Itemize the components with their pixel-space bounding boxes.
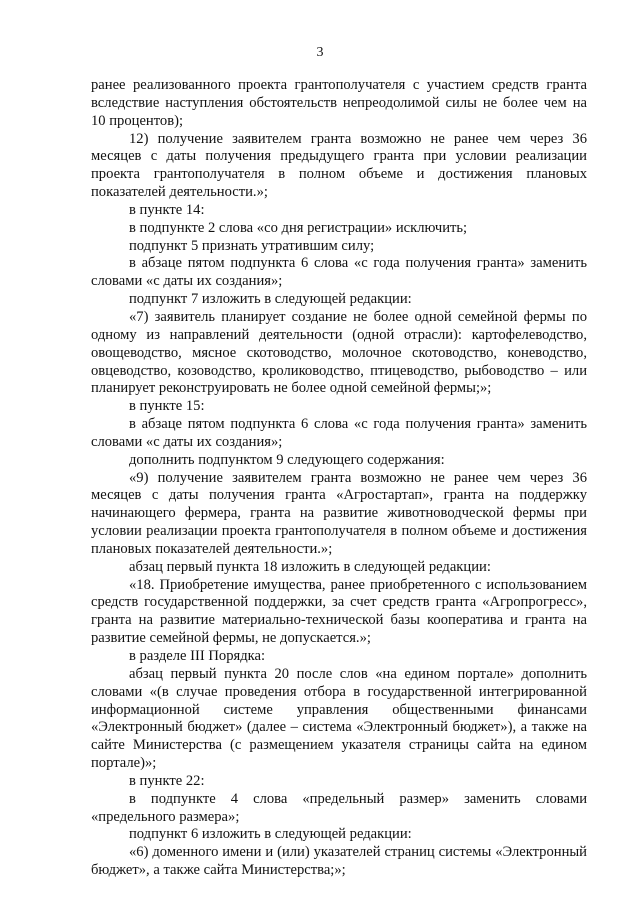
paragraph: в подпункте 2 слова «со дня регистрации» исключить; [129,219,468,236]
paragraph: ранее реализованного проекта грантополучателя с участием средств гранта вследствие наступления обстоятельств непреодолимой силы не более чем на 10 процентов); [91,77,587,129]
paragraph: 12) получение заявителем гранта возможно не ранее чем через 36 месяцев с даты получения предыдущего гранта при условии реализации проекта грантополучателя в полном объеме и достижения плановых показателей деятельности.»; [91,130,587,201]
paragraph: в абзаце пятом подпункта 6 слова «с года получения гранта» заменить словами «с даты их создания»; [91,255,587,290]
page-number: 3 [316,45,324,60]
paragraph: в разделе III Порядка: [129,648,266,664]
paragraph: в подпункте 4 слова «предельный размер» заменить словами «предельного размера»; [91,790,587,825]
paragraph: «6) доменного имени и (или) указателей страниц системы «Электронный бюджет», а также сайта Министерства;»; [91,844,587,879]
paragraph: в абзаце пятом подпункта 6 слова «с года получения гранта» заменить словами «с даты их создания»; [91,416,587,450]
paragraph: подпункт 7 изложить в следующей редакции: [129,291,412,308]
paragraph: абзац первый пункта 20 после слов «на едином портале» дополнить словами «(в случае проведения отбора в государственной интегрированной информационной системе управления общественными финансами «Электронный бюджет» (далее – система «Электронный бюджет»), а также на сайте Министерства (с размещением указателя страницы сайта на едином портале)»; [91,665,587,772]
paragraph: в пункте 15: [129,398,205,415]
paragraph: «7) заявитель планирует создание не более одной семейной фермы по одному из направлений деятельности (одной отрасли): картофелеводство, овощеводство, мясное скотоводство, молочное скотоводство, коневодство, овцеводство, козоводство, кролиководство, птицеводство, рыбоводство – или планирует реконструировать не более одной семейной фермы;»; [91,308,587,397]
document-body [91,77,587,880]
paragraph: абзац первый пункта 18 изложить в следующей редакции: [129,558,491,575]
paragraph: подпункт 6 изложить в следующей редакции: [129,826,412,843]
paragraph: в пункте 22: [129,772,205,789]
paragraph: дополнить подпунктом 9 следующего содержания: [129,451,445,468]
paragraph: в пункте 14: [129,201,205,218]
paragraph: «18. Приобретение имущества, ранее приобретенного с использованием средств государственной поддержки, за счет средств гранта «Агропрогресс», гранта на развитие материально-технической базы кооператива и гранта на развитие семейной фермы, не допускается.»; [91,576,587,647]
paragraph: подпункт 5 признать утратившим силу; [129,237,375,254]
paragraph: «9) получение заявителем гранта возможно не ранее чем через 36 месяцев с даты получения гранта «Агростартап», гранта на поддержку начинающего фермера, гранта на развитие животноводческой фермы при условии реализации проекта грантополучателя в полном объеме и достижения плановых показателей деятельности.»; [91,469,587,557]
